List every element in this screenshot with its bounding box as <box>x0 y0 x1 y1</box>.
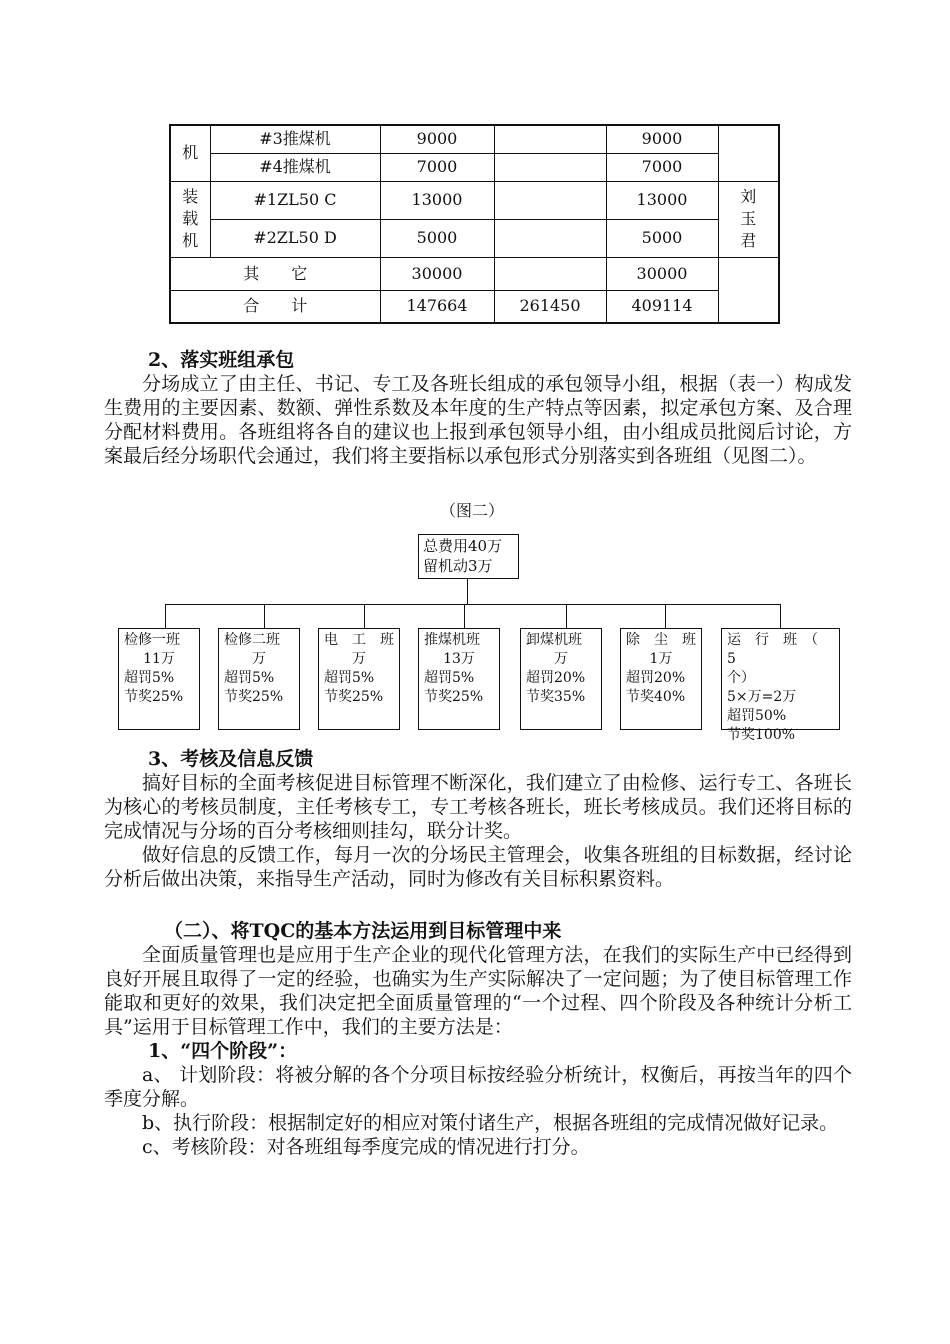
section-heading: （二）、将TQC的基本方法运用到目标管理中来 <box>164 920 562 942</box>
value-cell: 7000 <box>606 153 718 181</box>
team-name: 除 尘 班 <box>626 632 696 648</box>
table-row <box>170 219 779 257</box>
value-cell <box>494 181 606 219</box>
empty-cell <box>718 125 779 181</box>
team-name: 电 工 班 <box>324 632 394 648</box>
person-char: 君 <box>740 231 757 250</box>
team-line: 5×万=2万 <box>727 689 797 705</box>
team-line: 节奖100% <box>727 727 796 743</box>
value-cell: 9000 <box>606 125 718 153</box>
team-penalty: 超罚5% <box>224 670 275 686</box>
team-reward: 节奖40% <box>626 689 686 705</box>
value-cell: 13000 <box>606 181 718 219</box>
team-reward: 节奖25% <box>324 689 384 705</box>
paragraph: 搞好目标的全面考核促进目标管理不断深化，我们建立了由检修、运行专工、各班长为核心的考核员制度，主任考核专工，专工考核各班长，班长考核成员。我们还将目标的完成情况与分场的百分考核细则挂勾，联分计奖。 <box>104 772 852 842</box>
person-char: 玉 <box>740 209 757 228</box>
category-loader <box>170 181 210 257</box>
section-heading: 2、落实班组承包 <box>148 349 295 371</box>
team-box-maintenance-2 <box>218 628 300 730</box>
team-box-electric <box>318 628 400 730</box>
item-cell: #1ZL50 C <box>210 181 380 219</box>
team-box-maintenance-1 <box>118 628 200 730</box>
value-cell: 5000 <box>606 219 718 257</box>
root-line: 留机动3万 <box>423 557 493 575</box>
table-row <box>170 181 779 219</box>
team-amount: 万 <box>554 651 568 667</box>
connector-line <box>467 579 468 604</box>
connector-line <box>780 604 781 628</box>
value-cell: 7000 <box>380 153 494 181</box>
total-label-cell: 合 计 <box>170 290 380 323</box>
person-cell <box>718 181 779 257</box>
connector-line <box>165 604 780 605</box>
value-cell: 13000 <box>380 181 494 219</box>
table-row <box>170 125 779 153</box>
table-row <box>170 257 779 290</box>
connector-line <box>566 604 567 628</box>
section-3 <box>104 747 852 891</box>
team-reward: 节奖35% <box>526 689 586 705</box>
team-penalty: 超罚20% <box>626 670 686 686</box>
team-name: 检修一班 <box>124 632 180 648</box>
team-amount: 13万 <box>443 651 475 667</box>
team-amount: 1万 <box>649 651 673 667</box>
table-row <box>170 290 779 323</box>
team-box-bulldozer <box>418 628 500 730</box>
paragraph: 全面质量管理也是应用于生产企业的现代化管理方法，在我们的实际生产中已经得到良好开展且取得了一定的经验，也确实为生产实际解决了一定问题；为了使目标管理工作能取和更好的效果，我们决定把全面质量管理的“一个过程、四个阶段及各种统计分析工具”运用于目标管理工作中，我们的主要方法是： <box>104 944 852 1038</box>
root-line: 总费用40万 <box>423 537 503 555</box>
team-box-dust <box>620 628 702 730</box>
section-tqc <box>104 919 852 1159</box>
table-row <box>170 153 779 181</box>
value-cell <box>494 219 606 257</box>
connector-line <box>364 604 365 628</box>
team-penalty: 超罚20% <box>526 670 586 686</box>
connector-line <box>165 604 166 628</box>
team-line: 超罚50% <box>727 708 787 724</box>
category-char: 机 <box>182 231 199 250</box>
paragraph: c、考核阶段：对各班组每季度完成的情况进行打分。 <box>142 1136 590 1158</box>
team-box-unloader <box>520 628 602 730</box>
value-cell <box>494 153 606 181</box>
team-name: 卸煤机班 <box>526 632 582 648</box>
category-machine: 机 <box>170 125 210 181</box>
team-amount: 11万 <box>143 651 175 667</box>
empty-cell <box>718 257 779 323</box>
section-heading: 3、考核及信息反馈 <box>148 748 314 770</box>
team-amount: 万 <box>252 651 266 667</box>
team-penalty: 超罚5% <box>124 670 175 686</box>
value-cell: 30000 <box>606 257 718 290</box>
paragraph: b、执行阶段：根据制定好的相应对策付诸生产，根据各班组的完成情况做好记录。 <box>142 1112 839 1134</box>
total-value-cell: 409114 <box>606 290 718 323</box>
item-cell: #2ZL50 D <box>210 219 380 257</box>
cost-table <box>169 124 780 324</box>
paragraph: 做好信息的反馈工作，每月一次的分场民主管理会，收集各班组的目标数据，经讨论分析后做出决策，来指导生产活动，同时为修改有关目标积累资料。 <box>104 844 852 890</box>
team-line: 运 行 班 （ 5 <box>727 632 832 667</box>
paragraph: a、 计划阶段：将被分解的各个分项目标按经验分析统计，权衡后，再按当年的四个季度分解。 <box>104 1064 852 1110</box>
root-box <box>418 534 519 579</box>
section-2 <box>104 348 852 468</box>
category-char: 装 <box>182 187 199 206</box>
value-cell: 5000 <box>380 219 494 257</box>
connector-line <box>264 604 265 628</box>
team-amount: 万 <box>352 651 366 667</box>
sub-heading: 1、“四个阶段”： <box>148 1040 298 1062</box>
team-reward: 节奖25% <box>224 689 284 705</box>
person-char: 刘 <box>740 187 757 206</box>
category-char: 载 <box>182 209 199 228</box>
team-penalty: 超罚5% <box>424 670 475 686</box>
value-cell: 30000 <box>380 257 494 290</box>
team-name: 推煤机班 <box>424 632 480 648</box>
value-cell <box>494 125 606 153</box>
figure-caption: （图二） <box>440 501 505 520</box>
value-cell: 9000 <box>380 125 494 153</box>
total-value-cell: 261450 <box>494 290 606 323</box>
item-cell: 其 它 <box>170 257 380 290</box>
connector-line <box>665 604 666 628</box>
value-cell <box>494 257 606 290</box>
paragraph: 分场成立了由主任、书记、专工及各班长组成的承包领导小组，根据（表一）构成发生费用的主要因素、数额、弹性系数及本年度的生产特点等因素，拟定承包方案、及合理分配材料费用。各班组将各自的建议也上报到承包领导小组，由小组成员批阅后讨论，方案最后经分场职代会通过，我们将主要指标以承包形式分别落实到各班组（见图二）。 <box>104 373 852 467</box>
team-box-operations <box>721 628 840 743</box>
team-line: 个） <box>727 670 755 686</box>
item-cell: #4推煤机 <box>210 153 380 181</box>
team-reward: 节奖25% <box>424 689 484 705</box>
team-name: 检修二班 <box>224 632 280 648</box>
connector-line <box>464 604 465 628</box>
item-cell: #3推煤机 <box>210 125 380 153</box>
team-reward: 节奖25% <box>124 689 184 705</box>
team-penalty: 超罚5% <box>324 670 375 686</box>
total-value-cell: 147664 <box>380 290 494 323</box>
